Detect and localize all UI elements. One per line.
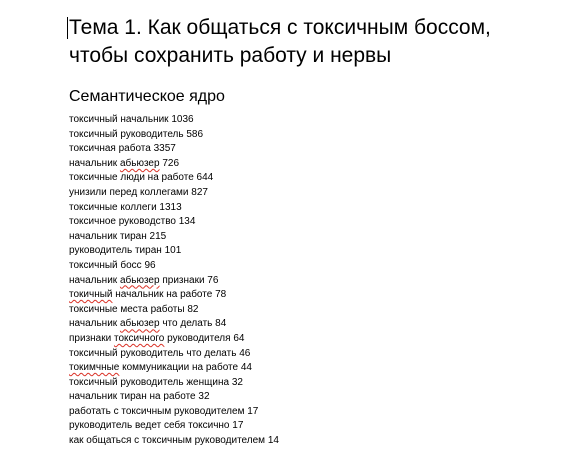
- keyword-text: унизили перед коллегами 827: [69, 186, 208, 198]
- keyword-item[interactable]: [69, 405, 279, 420]
- keyword-text: токсичный босс 96: [69, 259, 156, 271]
- misspelled-word: абьюзер: [119, 157, 160, 169]
- keyword-item[interactable]: [69, 113, 279, 128]
- keyword-item[interactable]: [69, 215, 279, 230]
- keyword-text: руководителя 64: [164, 332, 245, 344]
- keyword-item[interactable]: [69, 244, 279, 259]
- keyword-text: руководитель ведет себя токсично 17: [69, 420, 244, 432]
- keyword-item[interactable]: [69, 171, 279, 186]
- document-title[interactable]: [69, 14, 569, 70]
- keyword-item[interactable]: [69, 259, 279, 274]
- keyword-item[interactable]: [69, 157, 279, 172]
- keyword-text: токсичная работа 3357: [69, 143, 176, 155]
- keyword-item[interactable]: [69, 419, 279, 434]
- misspelled-word: токичный: [69, 289, 113, 301]
- keyword-text: что делать 84: [159, 318, 227, 330]
- document-title-line-2[interactable]: чтобы сохранить работу и нервы: [69, 44, 392, 67]
- keyword-text: руководитель тиран 101: [69, 245, 182, 257]
- section-heading[interactable]: Семантическое ядро: [69, 88, 225, 105]
- misspelled-word: токсичного: [113, 332, 165, 344]
- keyword-item[interactable]: [69, 361, 279, 376]
- keyword-text: начальник: [69, 274, 120, 286]
- misspelled-word: абьюзер: [119, 318, 160, 330]
- keyword-item[interactable]: [69, 128, 279, 143]
- keyword-item[interactable]: [69, 142, 279, 157]
- keyword-text: начальник на работе 78: [112, 289, 227, 301]
- keyword-text: токсичный руководитель что делать 46: [69, 347, 251, 359]
- keyword-text: токсичный начальник 1036: [69, 114, 194, 125]
- misspelled-word: абьюзер: [119, 274, 160, 286]
- keyword-text: 726: [159, 157, 180, 169]
- keyword-text: работать с токсичным руководителем 17: [69, 405, 259, 417]
- keyword-item[interactable]: [69, 201, 279, 216]
- keyword-text: токсичное руководство 134: [69, 216, 196, 228]
- keyword-text: коммуникации на работе 44: [119, 362, 252, 374]
- keyword-text: токсичные места работы 82: [69, 303, 199, 315]
- keyword-text: токсичный руководитель женщина 32: [69, 376, 243, 388]
- keyword-text: признаки: [69, 332, 114, 344]
- keyword-text: начальник: [69, 157, 120, 169]
- keyword-item[interactable]: [69, 390, 279, 405]
- keyword-item[interactable]: [69, 332, 279, 347]
- keyword-item[interactable]: [69, 288, 279, 303]
- misspelled-word: токимчные: [69, 362, 120, 374]
- keyword-text: токсичные коллеги 1313: [69, 201, 182, 213]
- keyword-text: токсичный руководитель 586: [69, 128, 204, 140]
- keyword-item[interactable]: [69, 376, 279, 391]
- keyword-item[interactable]: [69, 347, 279, 362]
- keyword-text: начальник: [69, 318, 120, 330]
- keyword-item[interactable]: [69, 186, 279, 201]
- keyword-item[interactable]: [69, 317, 279, 332]
- document-title-line-1[interactable]: Тема 1. Как общаться с токсичным боссом,: [69, 16, 491, 39]
- keyword-list: [69, 113, 279, 449]
- keyword-item[interactable]: [69, 230, 279, 245]
- keyword-text: признаки 76: [159, 274, 219, 286]
- keyword-item[interactable]: [69, 434, 279, 449]
- keyword-item[interactable]: [69, 303, 279, 318]
- keyword-text: начальник тиран 215: [69, 230, 167, 242]
- keyword-text: начальник тиран на работе 32: [69, 391, 210, 403]
- text-cursor: [67, 17, 68, 39]
- keyword-item[interactable]: [69, 274, 279, 289]
- keyword-text: как общаться с токсичным руководителем 14: [69, 435, 279, 447]
- keyword-text: токсичные люди на работе 644: [69, 172, 214, 184]
